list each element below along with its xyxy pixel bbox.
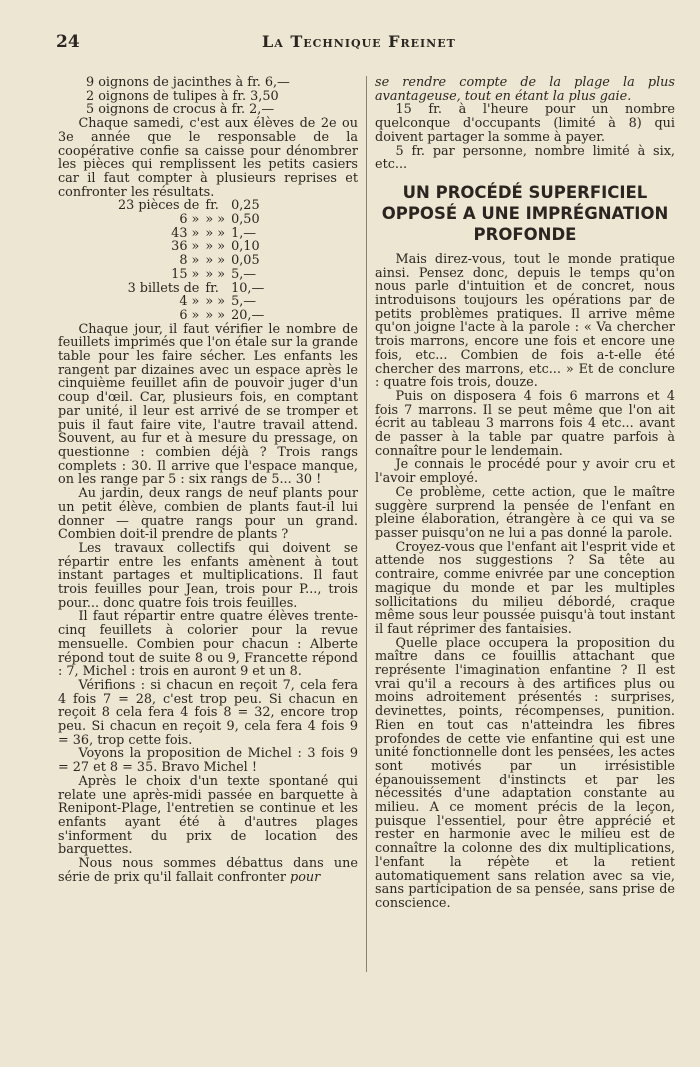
paragraph: Quelle place occupera la proposition du maître dans ce fouillis attachant que représente l'imagination enfantine ? Il est vrai qu'il a recours à des artifices plus ou moins adroitement présentés : surprises, devinettes, points, récompenses, punition. Rien en tout cas n'atteindra les fibres profondes de cette vie enfantine qui est une unité fonctionnelle dont les pensées, les actes sont motivés par un irrésistible épanouissement d'instincts et par les nécessités d'une adaptation constante au milieu. A ce moment précis de la leçon, puisque l'essentiel, pour être apprécié et rester en harmonie avec le milieu est de connaître la colonne des dix multiplications, l'enfant la répète et la retient automatiquement sans relation avec sa vie, sans participation de sa pensée, sans prise de conscience. bbox=[375, 635, 675, 911]
table-row: 4 » » » 5,— bbox=[179, 294, 257, 310]
left-column bbox=[58, 76, 358, 884]
bulb-price-list bbox=[58, 76, 358, 117]
paragraph: Les travaux collectifs qui doivent se répartir entre les enfants amènent à tout instant partages et multiplications. Il faut trois feuilles pour Jean, trois pour P..., trois pour... donc quatre fois trois feuilles. bbox=[58, 540, 358, 611]
page-header bbox=[56, 32, 654, 54]
paragraph: 15 fr. à l'heure pour un nombre quelconque d'occupants (limité à 8) qui doivent partager la somme à payer. bbox=[375, 102, 675, 145]
paragraph: se rendre compte de la plage la plus avantageuse, tout en étant la plus gaie. bbox=[375, 75, 675, 104]
table-row: 43 » » » 1,— bbox=[171, 225, 257, 241]
page-number: 24 bbox=[56, 32, 80, 52]
list-item: 2 oignons de tulipes à fr. 3,50 bbox=[86, 88, 279, 104]
paragraph: Nous nous sommes débattus dans une série de prix qu'il fallait confronter pour bbox=[58, 856, 358, 885]
paragraph: Il faut répartir entre quatre élèves trente-cinq feuillets à colorier pour la revue mensuelle. Combien pour chacun : Alberte répond tout de suite 8 ou 9, Francette répond : 7, Michel : trois en auront 9 et un 8. bbox=[58, 609, 358, 680]
paragraph: Au jardin, deux rangs de neuf plants pour un petit élève, combien de plants faut-il lui donner — quatre rangs pour un grand. Combien doit-il prendre de plants ? bbox=[58, 486, 358, 543]
paragraph: Après le choix d'un texte spontané qui relate une après-midi passée en barquette à Renipont-Plage, l'entretien se continue et les enfants ayant été à d'autres plages s'informent du prix de location des barquettes. bbox=[58, 773, 358, 858]
table-row: 15 » » » 5,— bbox=[171, 266, 257, 282]
table-row: 8 » » » 0,05 bbox=[179, 253, 260, 269]
table-row: 23 pièces de fr. 0,25 bbox=[118, 198, 260, 214]
list-item: 9 oignons de jacinthes à fr. 6,— bbox=[86, 75, 290, 90]
list-item: 5 oignons de crocus à fr. 2,— bbox=[86, 102, 275, 118]
table-row: 6 » » » 20,— bbox=[179, 307, 265, 323]
table-row: 36 » » » 0,10 bbox=[171, 239, 260, 255]
paragraph: Vérifions : si chacun en reçoit 7, cela fera 4 fois 7 = 28, c'est trop peu. Si chacun en reçoit 8 cela fera 4 fois 8 = 32, encore trop peu. Si chacun en reçoit 9, cela fera 4 fois 9 = 36, trop cette fois. bbox=[58, 677, 358, 748]
right-column bbox=[375, 76, 675, 911]
paragraph: 5 fr. par personne, nombre limité à six, etc... bbox=[375, 143, 675, 173]
paragraph: Voyons la proposition de Michel : 3 fois 9 = 27 et 8 = 35. Bravo Michel ! bbox=[58, 746, 358, 776]
paragraph: Mais direz-vous, tout le monde pratique ainsi. Pensez donc, depuis le temps qu'on nous parle d'intuition et de concret, nous introduisons toujours les opérations par de petits problèmes pratiques. Il arrive même qu'on joigne l'acte à la parole : « Va chercher trois marrons, encore une fois et encore une fois, etc... Combien de fois a-t-elle été chercher des marrons, etc... » Et de conclure : quatre fois trois, douze. bbox=[375, 251, 675, 391]
table-row: 6 » » » 0,50 bbox=[179, 212, 260, 228]
paragraph: Chaque jour, il faut vérifier le nombre de feuillets imprimés que l'on étale sur la grande table pour les faire sécher. Les enfants les rangent par dizaines avec un espace après le cinquième feuillet afin de pouvoir juger d'un coup d'œil. Car, plusieurs fois, en comptant par unité, il leur est arrivé de se tromper et puis il faut faire vite, l'autre travail attend. Souvent, au fur et à mesure du pressage, on questionne : combien déjà ? Trois rangs complets : 30. Il arrive que l'espace manque, on les range par 5 : six rangs de 5... 30 ! bbox=[58, 321, 358, 488]
table-row: 3 billets de fr. 10,— bbox=[127, 280, 265, 296]
paragraph: Chaque samedi, c'est aux élèves de 2e ou 3e année que le responsable de la coopérative confie sa caisse pour dénombrer les pièces qui remplissent les petits casiers car il faut compter à plusieurs reprises et confronter les résultats. bbox=[58, 116, 358, 200]
paragraph: Ce problème, cette action, que le maître suggère surprend la pensée de l'enfant en pleine élaboration, étrangère à ce qui va se passer puisqu'on ne lui a pas donné la parole. bbox=[375, 484, 675, 541]
column-divider bbox=[366, 76, 367, 972]
section-heading: UN PROCÉDÉ SUPERFICIEL OPPOSÉ A UNE IMPRÉGNATION PROFONDE bbox=[381, 182, 669, 244]
coin-count-table bbox=[118, 199, 270, 322]
paragraph: Je connais le procédé pour y avoir cru et l'avoir employé. bbox=[375, 457, 675, 487]
paragraph: Croyez-vous que l'enfant ait l'esprit vide et attende nos suggestions ? Sa tête au contraire, comme enivrée par une conception magique du monde et par les multiples sollicitations du milieu débordé, craque même sous leur poussée puisqu'à tout instant il faut réprimer des fantaisies. bbox=[375, 539, 675, 637]
running-title: La Technique Freinet bbox=[262, 32, 456, 51]
paragraph: Puis on disposera 4 fois 6 marrons et 4 fois 7 marrons. Il se peut même que l'on ait écrit au tableau 3 marrons fois 4 etc... avant de passer à la table par quatre parfois à connaître pour le lendemain. bbox=[375, 388, 675, 459]
